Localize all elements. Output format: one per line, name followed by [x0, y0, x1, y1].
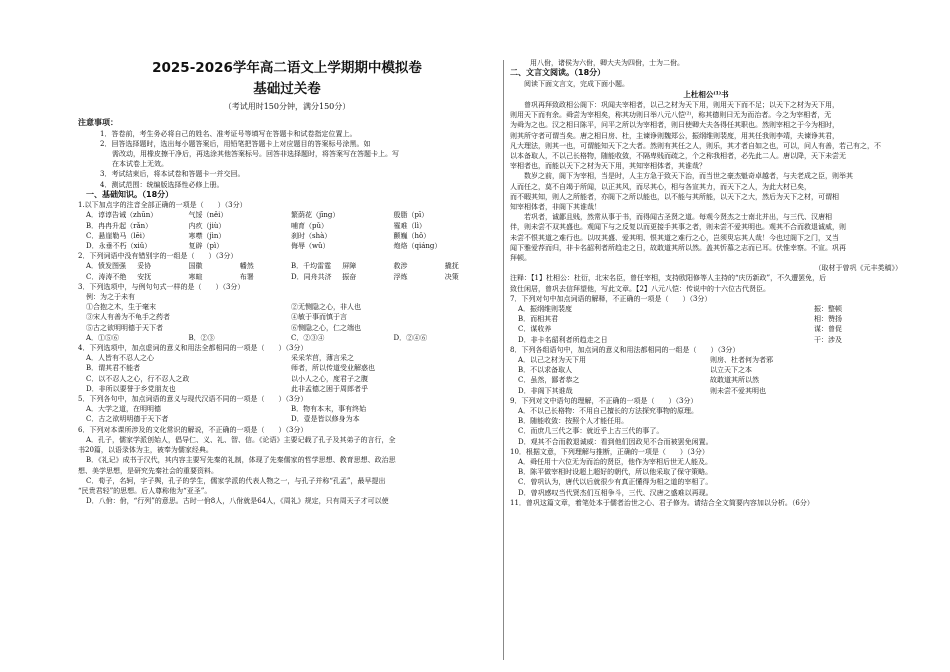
article-source: （取材于曾巩《元丰类稿》）: [814, 264, 902, 273]
article-line: 伴，则未尝不双其盛也。观闻下与之反复以而更接手其事之者，则未尝不爱其明也。观其不合而救退诚威，则: [510, 223, 846, 232]
page-subtitle: 基础过关卷: [253, 81, 321, 97]
option-a: A．振纲维则裴度: [518, 304, 573, 313]
option-b: B．不以求备取人: [518, 366, 573, 375]
option-row: [78, 261, 496, 271]
option-c: C．悬崖勒马（lēi）: [86, 231, 149, 240]
option-word: 妥协: [137, 262, 152, 271]
option-d: D．非阁下其谁哉: [518, 386, 573, 395]
sentence-item: ③宋人有善为不龟手之药者: [86, 313, 170, 322]
article-line: 则用天下而有余。舜尝为宰相矣，称其功则曰举八元八恺⁽²⁾，称其德则曰无为而治者。今之为宰相者，无: [510, 111, 832, 120]
annotation-line: 注释：【1】杜相公：杜衍，北宋名臣，曾任宰相，支持欧阳修等人主持的“庆历新政”，不久遭罢免，后: [510, 274, 827, 283]
sentence-row: [78, 323, 496, 333]
question-stem: 7．下列对句中加点词语的解释，不正确的一项是（ ）（3分）: [510, 294, 712, 303]
option-word: 炮烙（qiáng）: [393, 242, 442, 251]
question-stem: 5．下列各句中，加点词语的意义与现代汉语不同的一项是（ ）（3分）: [78, 395, 308, 404]
option-word: 气馁（něi）: [188, 211, 228, 220]
option-word: 侮辱（wǔ）: [291, 242, 330, 251]
option-word: 殷脂（pī）: [393, 211, 429, 220]
question-stem: 2．下列词语中没有错别字的一组是（ ）（3分）: [78, 252, 238, 261]
option-word: 寒噤（jìn）: [188, 231, 226, 240]
option-word: 颤巍（hǒ）: [393, 231, 431, 240]
exam-info: （考试用时150分钟，满分150分）: [223, 102, 351, 111]
question-stem: 10．根据文意，下列理解与推断，正确的一项是（ ）（3分）: [510, 447, 709, 456]
option-row: [78, 221, 496, 231]
option-word: 屏障: [342, 262, 357, 271]
sentence-item: ⑥恻隐之心，仁之端也: [291, 323, 361, 332]
option-d: D．非卡名韶利者所趋走之日: [518, 335, 608, 344]
option-text: D．八佾：佾，“行列”的意思。古时一佾8人，八佾就是64人，《周礼》规定，只有周天子才可以使: [86, 497, 389, 506]
option-a: A．人皆有不忍人之心: [86, 354, 155, 363]
option-b: B．谓其君不能者: [86, 364, 141, 373]
option-c: C．②③④: [291, 333, 325, 342]
option-text: “民贵君轻”的思想。后人尊称他为“亚圣”。: [78, 486, 212, 495]
option-a: A．愤发图强: [86, 262, 127, 271]
option-b: B．冉冉升起（rǎn）: [86, 221, 153, 230]
option-row: [510, 365, 902, 375]
sentence-item: ②无恻隐之心，非人也: [291, 303, 361, 312]
option-a: A．大学之道，在明明德: [86, 405, 162, 414]
option-pair: 则房、杜者何为者邪: [710, 355, 773, 364]
option-gloss: 振：整顿: [814, 304, 842, 313]
article-line: 为舜为之也。汉之相曰陈平，问平之所以为宰相者，则曰使卿大夫各得任其职也。然则宰相之于今为相时，: [510, 121, 839, 130]
option-word: 撬抚: [444, 262, 459, 271]
option-d: D．永垂不朽（xiǔ）: [86, 242, 152, 251]
sentence-item: ⑤古之欲明明德于天下者: [86, 323, 163, 332]
option-c: C．谋收养: [518, 325, 552, 334]
option-pair: 故敢道其所以然: [710, 376, 759, 385]
option-word: 振奋: [342, 272, 357, 281]
article-line: 则其所守者可谓当矣。唐之相曰房、杜，主谏诤则魏郑公，振纲维则裴度，用其任我则李靖，夫谏诤其君，: [510, 131, 839, 140]
option-row: [510, 324, 902, 334]
option-text: A．舜任用十六位无为而治的贤臣，他作为宰相后世无人能及。: [518, 458, 713, 467]
article-line: 而不暇其知，则人之所能者，亦阁下之所以能也，以不能与其所能，以天下之大，然后为天下之材，可谓相: [510, 192, 839, 201]
option-text: 书20篇，以语录体为主，被奉为儒家经典。: [78, 446, 213, 455]
sentence-row: [78, 312, 496, 322]
option-pair: 以立天下之本: [710, 366, 752, 375]
article-line: 数岁之前，阁下为宰相，当是时，人主方急于致天下治，而当世之豪杰魁奇卓越者，与夫老成之臣，则举其: [524, 172, 853, 181]
option-c: C．以不忍人之心，行不忍人之政: [86, 374, 190, 383]
option-word: 救涉: [393, 262, 408, 271]
note-item: 2．回答选择题时，选出每小题答案后，用铅笔把答题卡上对应题目的答案标号涂黑。如: [100, 139, 371, 148]
sentence-item: ①合抱之木，生于毫末: [86, 303, 156, 312]
option-text: C．荀子，名轲，字子舆，孔子的学生，儒家学派的代表人物之一，与孔子并称“孔孟”，最早提出: [86, 476, 386, 485]
option-text: B．随能收敛：按照个人才能任用。: [518, 417, 629, 426]
option-word: 浮炼: [393, 272, 408, 281]
option-c: C．涛涛不绝: [86, 272, 127, 281]
page-title: 2025-2026学年高二语文上学期期中模拟卷: [152, 60, 422, 76]
option-text: C．而庶几三代之事：就近乎上古三代的事了。: [518, 427, 664, 436]
option-word: 安抚: [137, 272, 152, 281]
option-b: B．②③: [188, 333, 215, 342]
option-word: 繁荫花（jīng）: [291, 211, 340, 220]
option-text: D．曾巩感叹当代贤杰们互相争斗，三代、汉唐之盛难以再现。: [518, 488, 713, 497]
option-word: 内疚（jiù）: [188, 221, 226, 230]
option-pair: 师者，所以传道受业解惑也: [291, 364, 375, 373]
option-gloss: 相：赞扬: [814, 315, 842, 324]
question-stem: 9．下列对文中语句的理解，不正确的一项是（ ）（3分）: [510, 396, 698, 405]
article-line: 凡大理法，则其一也，可谓能知天下之大者。然则有其任之人，则乐，其才者自如之也，可以，问人有善，若己有之，不: [510, 141, 881, 150]
option-a: A．以己之材为天下用: [518, 355, 587, 364]
option-row: [510, 386, 902, 396]
article-line: 拜顿。: [510, 253, 531, 262]
note-item: 需改动，用橡皮擦干净后，再选涂其他答案标号。回答非选择题时，将答案写在答题卡上。写: [112, 149, 399, 158]
question-stem: 3．下列选项中，与例句句式一样的是（ ）（3分）: [78, 282, 245, 291]
option-word: 幡然: [239, 262, 254, 271]
option-c: C．虽然，鄙者恭之: [518, 376, 580, 385]
option-word: 决策: [444, 272, 459, 281]
column-divider: [503, 60, 504, 660]
option-word: 寒暄: [188, 272, 203, 281]
option-row: [78, 210, 496, 220]
carry-over-line: 用八佾，诸侯为六佾，卿大夫为四佾，士为二佾。: [530, 59, 684, 67]
article-line: 曾巩再拜致政相公阁下：巩闻夫宰相者，以己之材为天下用，则用天下而不足；以天下之材为天下用，: [524, 100, 839, 109]
option-pair: 采采芣苢，薄言采之: [291, 354, 354, 363]
option-row: [510, 335, 902, 345]
article-line: 宰相者也，而能以天下之材为天下用，其知宰相体者，其谁哉？: [510, 162, 706, 171]
option-row: [78, 241, 496, 251]
option-c: C．古之欲明明德于天下者: [86, 415, 169, 424]
option-row: [78, 333, 496, 343]
option-b: B．千均雷霆: [291, 262, 332, 271]
option-d: D．壹是皆以修身为本: [291, 415, 360, 424]
note-item: 4．测试范围：统编版选择性必修上册。: [100, 180, 224, 189]
question-stem: 11．曾巩这篇文章，着笔处本于儒者治世之心、君子修为。请结合全文简要内容加以分析。（6分）: [510, 498, 814, 507]
option-text: D．观其不合而救退诚威：看到他们因政见不合而被罢免闲置。: [518, 437, 713, 446]
option-gloss: 谋：曾促: [814, 325, 842, 334]
option-b: B．物有本末，事有终始: [291, 405, 367, 414]
option-text: A．孔子，儒家学派创始人，倡导仁、义、礼、智、信。《论语》主要记载了孔子及其弟子的言行，全: [86, 435, 396, 444]
note-item: 在本试卷上无效。: [112, 160, 168, 169]
notes-heading: 注意事项：: [78, 118, 118, 127]
option-pair: 此非孟德之困于周郎者乎: [291, 384, 368, 393]
article-line: 知宰相体者，非阁下其谁哉！: [510, 202, 601, 211]
option-row: [78, 414, 496, 424]
article-line: 若巩者，诚鄙且贱，然常从事于书，而得闻古圣贤之道。每观今贤杰之士南北并出，与三代、汉唐相: [524, 213, 832, 222]
option-d: D．②④⑥: [393, 333, 428, 342]
option-row: [510, 304, 902, 314]
option-text: B．陈平做宰相时设超上超好的朝代，所以他采取了保守策略。: [518, 468, 713, 477]
left-column: [78, 0, 496, 506]
option-row: [78, 384, 496, 394]
example-sentence: 例：为之于未有: [86, 293, 135, 302]
article-title: 上杜相公⁽¹⁾书: [683, 89, 729, 99]
option-row: [510, 355, 902, 365]
option-a: A．①⑤⑥: [86, 333, 120, 342]
option-pair: 则未尝不爱其明也: [710, 386, 766, 395]
right-column: [510, 0, 902, 508]
option-text: B．《礼记》成书于汉代，其内容主要写先秦的礼制，体现了先秦儒家的哲学思想、教育思想、政治思: [86, 456, 396, 465]
option-row: [78, 231, 496, 241]
section-heading: 二、文言文阅读。（18分）: [510, 68, 606, 78]
option-row: [78, 272, 496, 282]
sentence-row: [78, 302, 496, 312]
question-stem: 1.以下加点字的注音全部正确的一项是（ ）（3分）: [78, 201, 247, 210]
option-pair: 以小人之心，度君子之腹: [291, 374, 368, 383]
option-a: A．谆谆告诫（zhūn）: [86, 211, 158, 220]
article-line: 未尝不恨其道之难行也。以叹其盛、爱其明、恨其道之难行之心，岂须臾忘其人哉！今也过阁下之门，又当: [510, 233, 839, 242]
option-d: D．同舟共济: [291, 272, 332, 281]
option-b: B．而相其君: [518, 315, 559, 324]
article-line: 人而任之，莫不自竭于所闻，以正其风，而尽其心，相与各宣其力，而天下之人，为此大材已矣，: [510, 182, 811, 191]
note-item: 3．考试结束后，将本试卷和答题卡一并交回。: [100, 170, 245, 179]
article-line: 闻下雅爱荐而归，非卡名韶利者所趋走之日，故敢道其所以然。盖其忻慕之志而已耳。伏惟幸察。不宣。巩再: [510, 243, 846, 252]
option-word: 国徽: [188, 262, 203, 271]
option-word: 刹时（shà）: [291, 231, 332, 240]
note-item: 1．答卷前，考生务必将自己的姓名、准考证号等填写在答题卡和试卷指定位置上。: [100, 129, 357, 138]
option-row: [78, 353, 496, 363]
option-text: C．曾巩认为，唐代以后就很少有真正懂得为相之道的宰相了。: [518, 478, 713, 487]
option-row: [510, 375, 902, 385]
question-stem: 4．下列选项中，加点虚词的意义和用法全都相同的一项是（ ）（3分）: [78, 344, 308, 353]
option-d: D．非所以要誉于乡党朋友也: [86, 384, 176, 393]
question-stem: 6．下列对本课所涉及的文化常识的解说，不正确的一项是（ ）（3分）: [78, 425, 308, 434]
option-word: 罹难（lì）: [393, 221, 426, 230]
option-text: A．不以己长格物：不用自己擅长的方法探究事物的原理。: [518, 407, 699, 415]
option-row: [78, 374, 496, 384]
option-row: [78, 363, 496, 373]
article-line: 以本备取人，不以己长格物，随能收敛，不隔卑贱而疏之，个之称我相者，必先此二人。唐以降，天下未尝无: [510, 151, 846, 160]
question-stem: 8．下列各组语句中，加点词的意义和用法都相同的一组是（ ）（3分）: [510, 345, 740, 354]
option-word: 复辟（pì）: [188, 242, 224, 251]
option-gloss: 干：涉及: [814, 335, 842, 344]
option-text: 想、美学思想，是研究先秦社会的重要资料。: [78, 466, 218, 475]
option-word: 哺育（pǔ）: [291, 221, 328, 230]
annotation-line: 致仕闲居，曾巩去信拜望他，写此文章。【2】八元八恺：传说中的十六位古代贤臣。: [510, 284, 770, 293]
sentence-item: ④敏于事而慎于言: [291, 313, 347, 322]
option-row: [78, 404, 496, 414]
instruction: 阅读下面文言文，完成下面小题。: [524, 79, 629, 88]
section-heading: 一、基础知识。（18分）: [86, 189, 174, 199]
option-row: [510, 314, 902, 324]
option-word: 布署: [239, 272, 254, 281]
